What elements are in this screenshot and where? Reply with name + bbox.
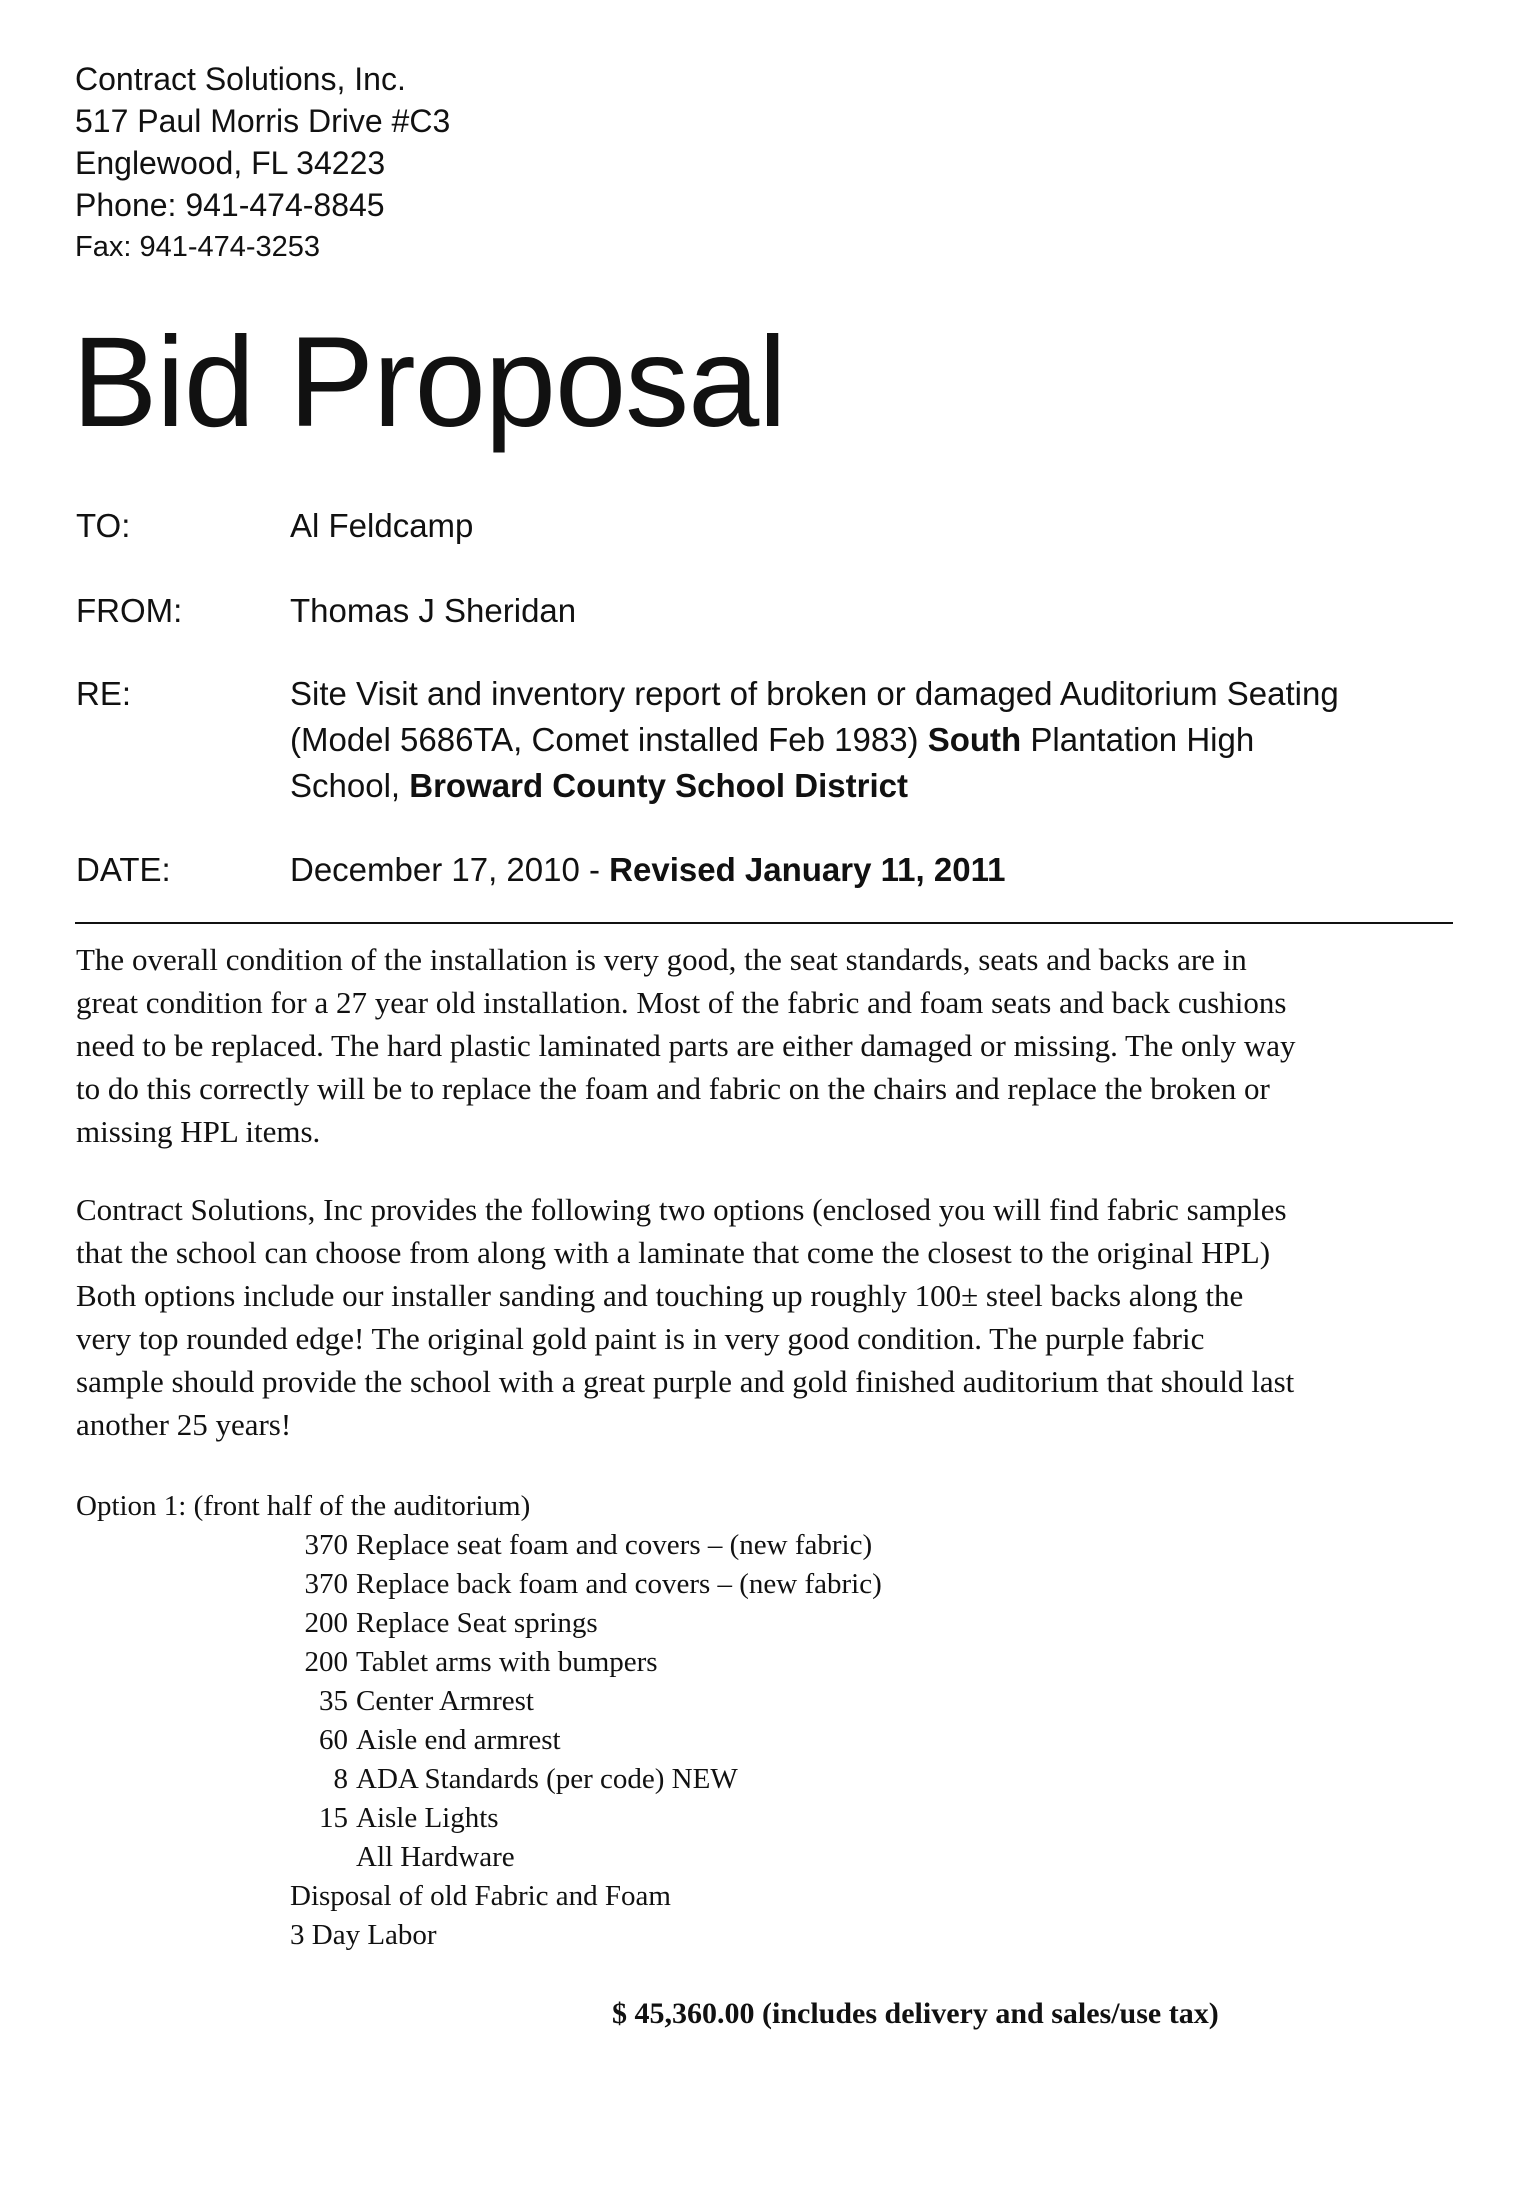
line-item xyxy=(290,1760,882,1799)
paragraph-options-line: another 25 years! xyxy=(76,1407,292,1442)
line-item-quantity: 60 xyxy=(319,1724,348,1756)
line-item xyxy=(290,1721,882,1760)
re-school-name-bold: South xyxy=(927,721,1022,758)
line-item-description: All Hardware xyxy=(356,1841,515,1873)
document-title: Bid Proposal xyxy=(72,311,786,454)
date-value xyxy=(290,847,1005,893)
paragraph-condition-line: missing HPL items. xyxy=(76,1114,321,1149)
to-label: TO: xyxy=(76,507,131,544)
paragraph-options xyxy=(76,1188,1294,1446)
extra-item: 3 Day Labor xyxy=(290,1919,437,1951)
company-name: Contract Solutions, Inc. xyxy=(75,61,406,97)
re-label: RE: xyxy=(76,675,132,712)
option-1-items xyxy=(290,1526,882,1955)
line-item-description: Tablet arms with bumpers xyxy=(356,1646,658,1678)
line-item-description: Center Armrest xyxy=(356,1685,534,1717)
paragraph-condition-line: great condition for a 27 year old installation. Most of the fabric and foam seats and back cushions xyxy=(76,985,1287,1020)
paragraph-condition-line: to do this correctly will be to replace the foam and fabric on the chairs and replace the broken or xyxy=(76,1071,1270,1106)
line-item-description: Replace back foam and covers – (new fabric) xyxy=(356,1568,882,1600)
paragraph-options-line: sample should provide the school with a great purple and gold finished auditorium that should last xyxy=(76,1364,1295,1399)
from-value: Thomas J Sheridan xyxy=(290,592,577,629)
extra-item: Disposal of old Fabric and Foam xyxy=(290,1880,671,1912)
paragraph-options-line: Contract Solutions, Inc provides the following two options (enclosed you will find fabric samples xyxy=(76,1192,1287,1227)
line-item-quantity: 200 xyxy=(304,1646,348,1678)
line-item-description: Replace seat foam and covers – (new fabric) xyxy=(356,1529,873,1561)
line-item-description: Aisle Lights xyxy=(356,1802,499,1834)
company-address-line1: 517 Paul Morris Drive #C3 xyxy=(75,103,451,139)
paragraph-options-line: that the school can choose from along with a laminate that come the closest to the original HPL) xyxy=(76,1235,1271,1270)
re-line-3-text: School, xyxy=(290,767,410,804)
line-item-quantity: 200 xyxy=(304,1607,348,1639)
to-value: Al Feldcamp xyxy=(290,507,474,544)
line-item-quantity: 8 xyxy=(333,1763,348,1795)
company-address-line2: Englewood, FL 34223 xyxy=(75,145,386,181)
re-line-2-rest: Plantation High xyxy=(1021,721,1255,758)
re-line-1: Site Visit and inventory report of broken or damaged Auditorium Seating xyxy=(290,675,1339,712)
line-item-quantity: 370 xyxy=(304,1568,348,1600)
line-item xyxy=(290,1526,882,1565)
line-item xyxy=(290,1604,882,1643)
horizontal-rule xyxy=(75,922,1453,924)
date-revised: Revised January 11, 2011 xyxy=(609,851,1006,888)
date-original: December 17, 2010 - xyxy=(290,851,610,888)
line-item xyxy=(290,1799,882,1838)
from-label: FROM: xyxy=(76,592,183,629)
line-item-description: Replace Seat springs xyxy=(356,1607,598,1639)
paragraph-condition xyxy=(76,938,1295,1153)
line-item-quantity: 35 xyxy=(319,1685,348,1717)
line-item xyxy=(290,1838,882,1877)
line-item-quantity: 15 xyxy=(319,1802,348,1834)
line-item-description: ADA Standards (per code) NEW xyxy=(356,1763,738,1795)
company-letterhead xyxy=(75,58,450,268)
line-item xyxy=(290,1682,882,1721)
line-item-description: Aisle end armrest xyxy=(356,1724,561,1756)
paragraph-options-line: very top rounded edge! The original gold paint is in very good condition. The purple fabric xyxy=(76,1321,1205,1356)
paragraph-options-line: Both options include our installer sanding and touching up roughly 100± steel backs along the xyxy=(76,1278,1244,1313)
re-line-2-text: (Model 5686TA, Comet installed Feb 1983) xyxy=(290,721,928,758)
re-line-3 xyxy=(290,763,1339,809)
line-item xyxy=(290,1565,882,1604)
line-item-quantity xyxy=(290,1838,356,1877)
option-1-total: $ 45,360.00 (includes delivery and sales/use tax) xyxy=(612,1997,1219,2030)
re-value xyxy=(290,671,1339,809)
line-item xyxy=(290,1643,882,1682)
paragraph-condition-line: The overall condition of the installation is very good, the seat standards, seats and backs are in xyxy=(76,942,1247,977)
line-item-quantity: 370 xyxy=(304,1529,348,1561)
re-district-bold: Broward County School District xyxy=(409,767,908,804)
option-1-heading: Option 1: (front half of the auditorium) xyxy=(76,1490,531,1522)
date-label: DATE: xyxy=(76,851,171,888)
company-fax: Fax: 941-474-3253 xyxy=(75,231,321,263)
company-phone: Phone: 941-474-8845 xyxy=(75,187,385,223)
re-line-2 xyxy=(290,717,1339,763)
paragraph-condition-line: need to be replaced. The hard plastic laminated parts are either damaged or missing. The only way xyxy=(76,1028,1296,1063)
